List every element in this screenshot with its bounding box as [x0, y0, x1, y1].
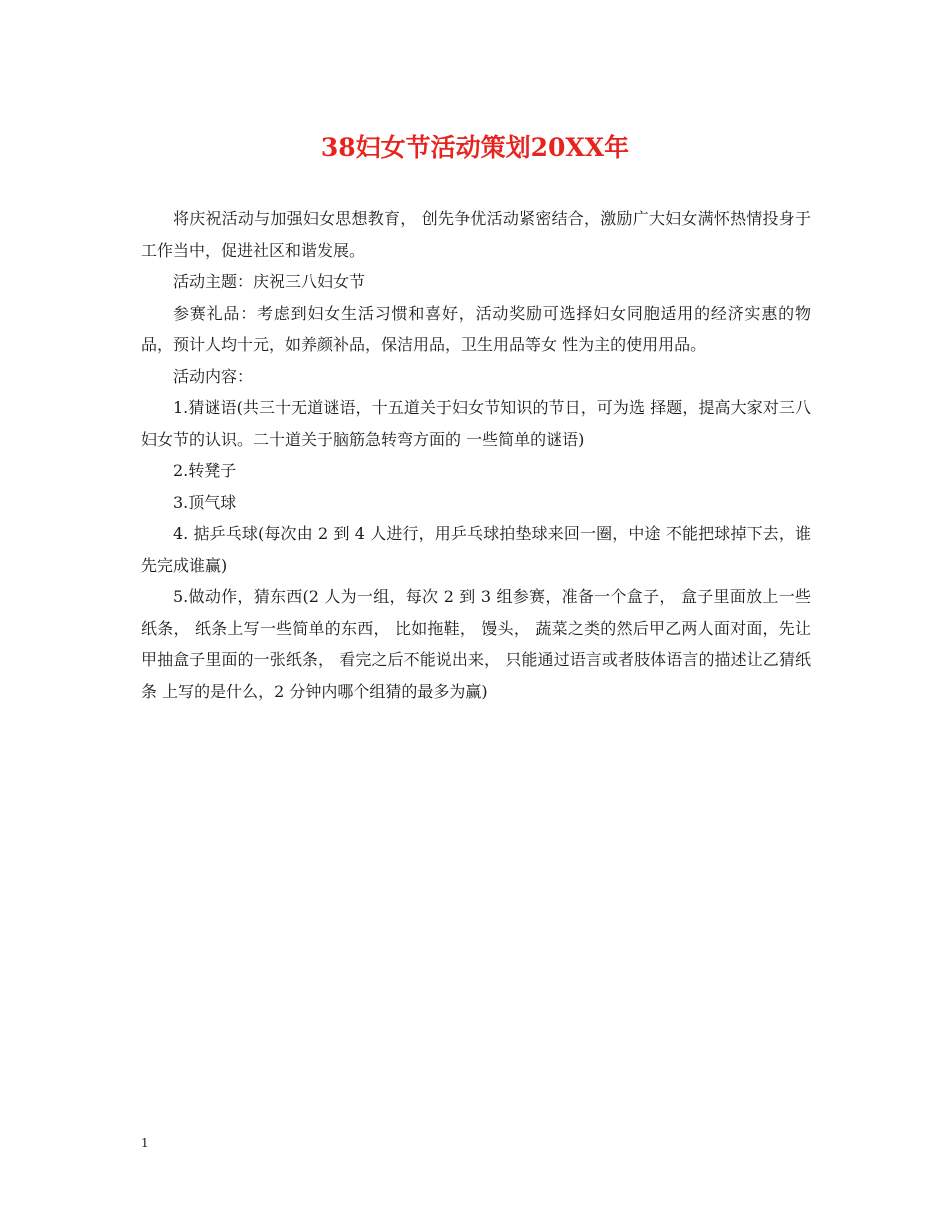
- document-title: 38妇女节活动策划20XX年: [320, 133, 630, 162]
- paragraph-item-balloon: 3.顶气球: [173, 492, 237, 512]
- paragraph-theme: 活动主题：庆祝三八妇女节: [173, 272, 366, 291]
- paragraph-item-chairs: 2.转凳子: [173, 461, 237, 480]
- paragraph-content-heading: 活动内容：: [173, 366, 254, 386]
- paragraph-item-ping-pong: 4. 掂乒乓球(每次由 2 到 4 人进行，用乒乓球拍垫球来回一圈，中途 不能把球掉下去，谁先完成谁赢): [141, 524, 811, 575]
- paragraph-item-charades: 5.做动作，猜东西(2 人为一组，每次 2 到 3 组参赛，准备一个盒子， 盒子里面放上一些纸条， 纸条上写一些简单的东西， 比如拖鞋， 馒头， 蔬菜之类的然后甲乙两人面对面，先让甲抽盒子里面的一张纸条， 看完之后不能说出来， 只能通过语言或者肢体语言的描述让乙猜纸条 上写的是什么，2 分钟内哪个组猜的最多为赢): [141, 587, 811, 701]
- page-number: 1: [141, 1136, 149, 1150]
- paragraph-intro: 将庆祝活动与加强妇女思想教育， 创先争优活动紧密结合，激励广大妇女满怀热情投身于工作当中，促进社区和谐发展。: [141, 209, 811, 260]
- document-body: [141, 203, 811, 707]
- paragraph-item-riddles: 1.猜谜语(共三十无道谜语，十五道关于妇女节知识的节日，可为选 择题，提高大家对三八妇女节的认识。二十道关于脑筋急转弯方面的 一些简单的谜语): [141, 398, 811, 449]
- paragraph-prizes: 参赛礼品：考虑到妇女生活习惯和喜好，活动奖励可选择妇女同胞适用的经济实惠的物品，预计人均十元，如养颜补品，保洁用品，卫生用品等女 性为主的使用用品。: [141, 303, 811, 354]
